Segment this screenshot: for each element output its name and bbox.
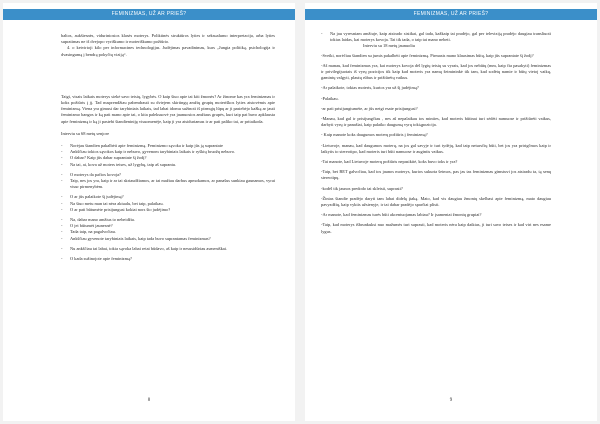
page-number: 8: [147, 398, 151, 403]
qa-item: - Ankščiau tokios sąvokos kaip ir nebuvo, gyvenom tarybiniais laikais ir ryškių bruožų nebuvo.: [61, 149, 275, 155]
qa-item: - O kada sužinojote apie feminizmą?: [61, 256, 275, 262]
main-paragraph: Taigi, visais laikais moterys siekė savo teisių, lygybės. O kaip šiuo apie tai kiti žmonės? Ar žinome kas yra feminizmas ir koks požiūris į jį. Tad nusprendžiau pabendrauti su dviejem skirtingų amžių grupių moteriškos lyties atstovėmis apie feminizmą. Viena yra gimusi dar tarybiniais laikais, tad labai idomu sužinoti iš pirmųjų lūpų ar ji pastebėjo kažką ar jauti feminizmo bangos ir ką pati mano apie tai, o kita paleksuovė yra jaunuosios amžiaus grupės, kuri taip pat buvo apklausta apie feminizmą ir ką ji pastebi šiandieniniję visuomenėje, kaip ji yra atsiduriamas ir ar pati paliko tai, ar pritaikoda.: [61, 93, 275, 124]
interview-title: Interviu su 68 metų senjore: [61, 130, 110, 136]
qa-item: -kodėl tik jaunos predodo tai skleisti, suprasti?: [321, 185, 403, 191]
qa-item: -Sveiki, norėčiau šiandien su jumis pakalbėti apie feminizmą. Pirmasis mano klausimas būtų, kaip jūs suprantate šį žodį?: [321, 52, 534, 58]
qa-item: - Na jau vyresniam amžiuje, kaip atsirado sistikai, gal tada, kažkaip tai pradėjo, gal per televiziją pradėjo daugiau transliuoti tokias laidas, kai moterys kovoja. Tai tik tada, o taip tai mano nebeti.: [321, 31, 551, 43]
qa-item: - Kaip manote koks daugumos moterų požiūris į feminizmą?: [321, 132, 428, 138]
qa-item: - Na, dabar mano amžius to nebeidžia.: [61, 217, 275, 223]
qa-item: -Tai manote, kad Lietuvoje moterų požiūris nepasikitė, koks buvo toks ir yra?: [321, 159, 458, 165]
qa-item: -Žinias šiandie pradėjo daryti tam labai didelę įtaką. Mato, kad vis daugiau žmonių skelbasi apie feminizmą, mato daugiau pavyzdžių, kaip vyktis užsienyje, ir tai dabar pradėjo sparčiai plisti.: [321, 195, 551, 208]
qa-item: - O ar pati būtumėte prisijungusi kokiai nors šio judėjimo?: [61, 207, 275, 213]
left-page: [3, 3, 295, 421]
qa-item: - Ankščiau gyvenote tarybiniais laikais, kaip tada buvo suprantamas feminizmas?: [61, 236, 275, 242]
qa-item: - Tada taip, na pagalvočiau.: [61, 229, 275, 235]
qa-item: - O dabar? Kaip jūs dabar suprantate šį žodį?: [61, 155, 275, 161]
page-header: FEMINIZMAS, UŽ AR PRIEŠ?: [3, 9, 295, 20]
qa-item: -Aš manau, kad feminizmas yra, kai moterys kovoja dėl lygių teisių su vyrais, kad jos nebūtų (mm, kaip čia pasakyti) feminizmas ir privilegijuotais iš vyrų pozicijos tik kaip kad moteris yra namų šeimininkė tik tam, kad sodėtų namie ir būtų vietoj vaikų, gamintų valgyti, plautų rūbus ir prižiūrėtų vaikus.: [321, 62, 551, 81]
qa-item: -Lietuvoje, manau, kad daugumos moterų, na jos gal savyje ir turi tydėjų, kad taip netursčių būti, bet jos yra pririgčmos kaip ir laikytis to stereotipo, kad moteris turi būti namuose ir augintis vaikus.: [321, 142, 551, 154]
qa-item: - Nu ankščiau tai labai, tokia sąvoka labai retai būdavo, aš kaip ir nesusidūriau asmeniškai.: [61, 246, 275, 252]
page-header: FEMINIZMAS, UŽ AR PRIEŠ?: [305, 9, 597, 20]
qa-item: -Manau, kad gal ir prisijungčiau , nes aš nepalaikau tos minties, kad moteris būtinai turi sėdėti namuose ir prižiūrėti vaikus, darbyti vyrų ir panašiai, kaip palaiko daugumą vyrų tokiąpozicija.: [321, 116, 551, 128]
qa-item: -ar pati prisijungtumėte, ar jūs netgi esate prisijungusi?: [321, 105, 418, 111]
intro-paragraph: 4. o ketvirtoji kilo per informacines technologijas. Judėjimas pavadinimas, kurs „Jungia politiką, psichologija ir dvasingumą į bendrą pokyčių viziją“.: [61, 45, 275, 57]
left-page-body: [61, 33, 275, 262]
qa-item: - Taip, nes jos yra, kaip ir ar tai skriaudžiamos, ar tai mažiau darbus apmokamos, ar panašus sunkiau gaunamos, vyrai visur pirmenybėm.: [61, 178, 275, 190]
qa-item: -Taip, kad moterys išbrunkuksi nuo mažumės turi suprasti, kad moteris nėra kaip daiktas, ji turi savo teises ir kad viri nes esame lygus.: [321, 222, 551, 234]
qa-item: -Ar manote, kad feminizmas turės būti akcentuojamas labiau? Ir įsamentai žmonių grupiai?: [321, 212, 482, 218]
qa-item: - O moterys da pačios kovoja?: [61, 172, 275, 178]
qa-item: - Na tai, ai, kova už moters teises, už lygybę, taip aš suprantu.: [61, 162, 275, 168]
qa-item: - O jei būtumėt jaunesnė?: [61, 223, 275, 229]
page-number: 9: [449, 398, 453, 403]
right-page-body: [321, 31, 551, 235]
right-page: [305, 3, 597, 421]
intro-paragraph: baltos, aukštesnės, viduriniosios klasės moterys. Poliktinės struktūros lyties ir seksualumo interpretacija, arba lyties supratimas ne iš dvejopo vyriškumo ir moteriškumo požiūrio.: [61, 33, 275, 45]
qa-item: -Taip, bet BET galvočiau, kad tos jaunos moterys, kurios sukurta šeimos, pas jas tas feminizmas gimstuvi jos atsiradu ta, tą senų stereotipų.: [321, 169, 551, 181]
qa-item: - O ar jūs palaikote šį judėjimą?: [61, 194, 275, 200]
interview-title: Interviu su 18 metų jaunuoliu: [363, 43, 415, 49]
qa-item: - Na šiuo metu man tai nėra aktualu, bet taip, palaikau.: [61, 201, 275, 207]
qa-item: -Ar palaikote, tokias moteris, kurios yra už šį judėjimą?: [321, 85, 419, 91]
qa-item: -Palaikau.: [321, 95, 339, 101]
qa-item: - Norėjau šiandien pakalbėti apie feminizmą. Feminizmo sąvoka ir kaip jūs ją suprantate: [61, 143, 275, 149]
